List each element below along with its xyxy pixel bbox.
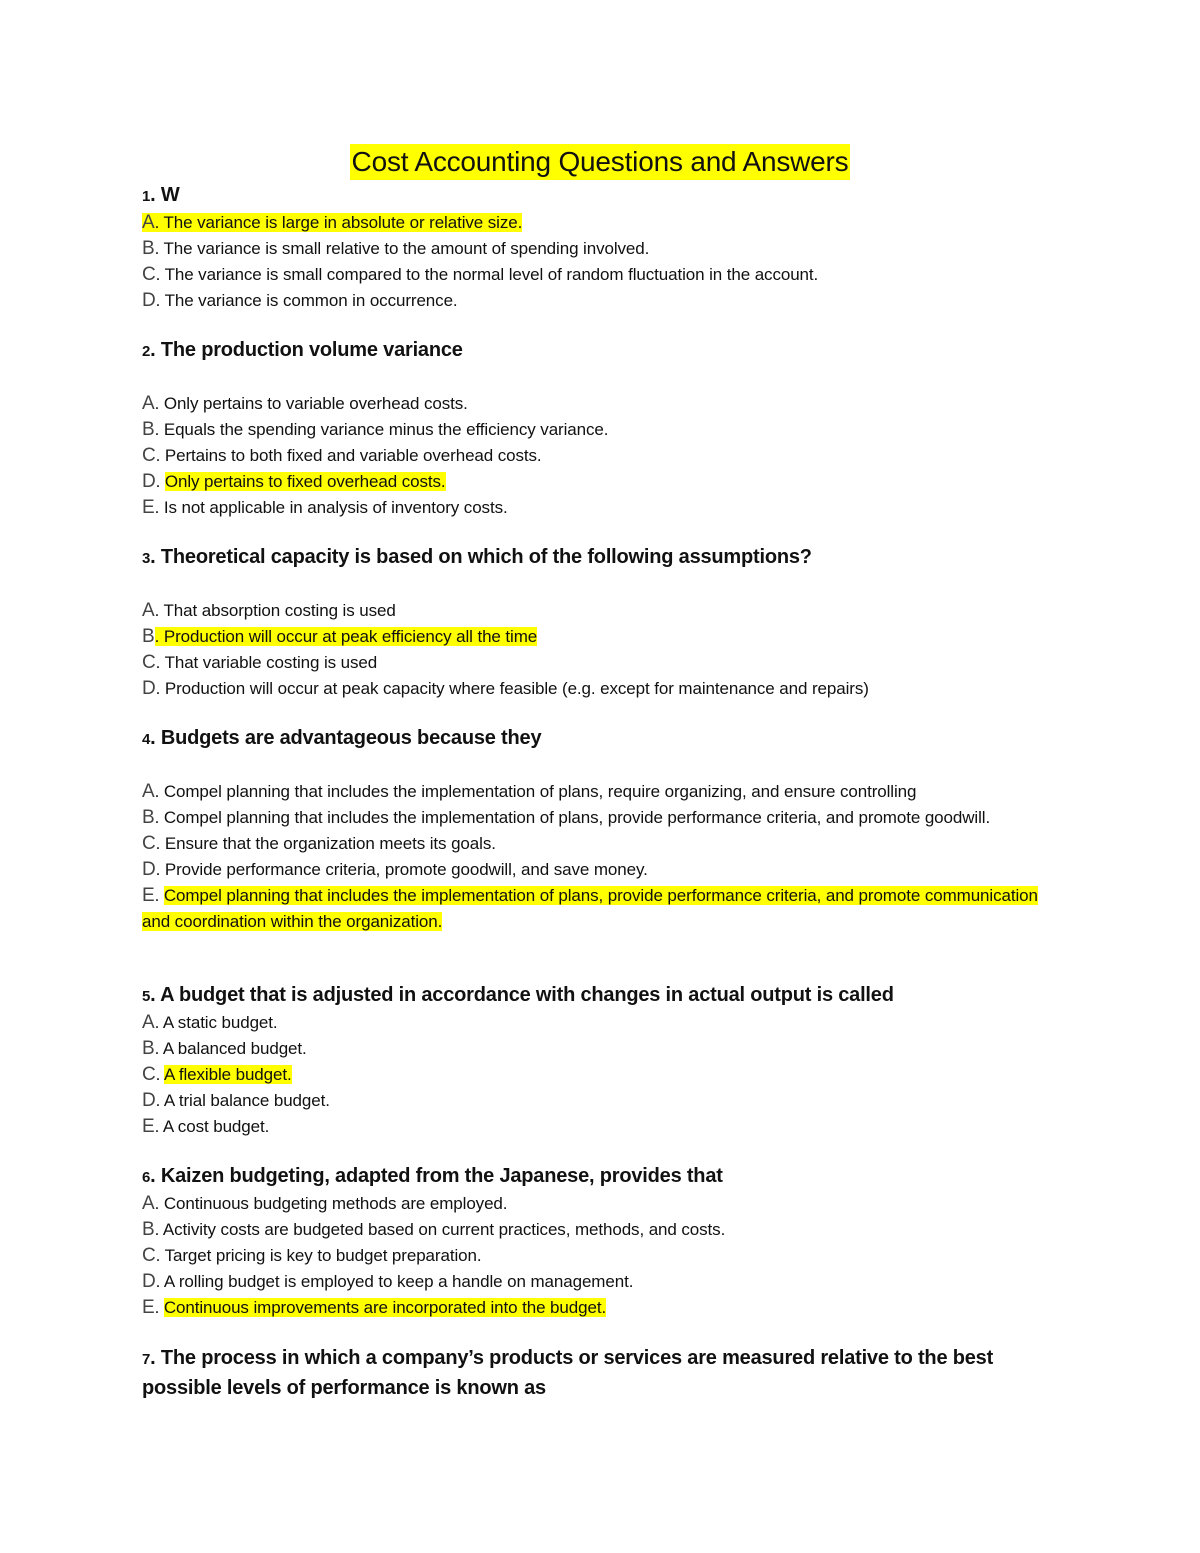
- option-letter: A: [142, 600, 155, 621]
- question-heading: 3. Theoretical capacity is based on which of the following assumptions?: [142, 546, 812, 568]
- option-a: [142, 598, 1042, 624]
- option-text: . That variable costing is used: [155, 653, 378, 672]
- option-text: . Activity costs are budgeted based on current practices, methods, and costs.: [154, 1220, 726, 1239]
- option-c: [142, 1062, 1042, 1088]
- option-c: [142, 1243, 1042, 1269]
- option-text: . Only pertains to variable overhead costs.: [154, 394, 468, 413]
- question-number: 7: [142, 1351, 151, 1368]
- option-e: [142, 495, 1042, 521]
- option-letter: D: [142, 471, 156, 492]
- question-3: [142, 544, 1042, 702]
- option-letter: C: [142, 833, 156, 854]
- options-list: [142, 210, 1042, 314]
- question-heading: 1. W: [142, 184, 180, 206]
- option-c: [142, 443, 1042, 469]
- options-list: [142, 391, 1042, 521]
- option-letter: E: [142, 1297, 155, 1318]
- option-text: . A balanced budget.: [154, 1039, 307, 1058]
- option-text: . Ensure that the organization meets its goals.: [155, 834, 496, 853]
- option-letter: A: [142, 1012, 155, 1033]
- option-text: . Target pricing is key to budget preparation.: [155, 1246, 482, 1265]
- option-d: [142, 857, 1042, 883]
- option-letter: C: [142, 1245, 156, 1266]
- option-text: . A static budget.: [154, 1013, 278, 1032]
- option-d: [142, 1088, 1042, 1114]
- option-b: [142, 1217, 1042, 1243]
- option-letter: B: [142, 626, 155, 647]
- question-number: 2: [142, 343, 151, 360]
- option-letter: B: [142, 807, 155, 828]
- option-text: . Provide performance criteria, promote goodwill, and save money.: [155, 860, 648, 879]
- option-text: . Compel planning that includes the implementation of plans, provide performance criteria, and promote goodwill.: [154, 808, 991, 827]
- option-text: . A cost budget.: [154, 1117, 270, 1136]
- option-text: . A rolling budget is employed to keep a handle on management.: [155, 1272, 634, 1291]
- question-number: 6: [142, 1169, 151, 1186]
- option-text: . Is not applicable in analysis of inventory costs.: [154, 498, 508, 517]
- option-letter: E: [142, 1116, 155, 1137]
- option-letter: C: [142, 652, 156, 673]
- option-text: . Continuous budgeting methods are employed.: [154, 1194, 508, 1213]
- option-b: [142, 805, 1042, 831]
- option-a: [142, 391, 1042, 417]
- question-4: [142, 725, 1042, 935]
- options-list: [142, 1010, 1042, 1140]
- title-block: [0, 144, 1200, 180]
- option-d: [142, 1269, 1042, 1295]
- option-letter: A: [142, 781, 155, 802]
- question-text: The process in which a company’s products or services are measured relative to the best possible levels of performance is known as: [142, 1347, 994, 1399]
- option-letter: C: [142, 264, 156, 285]
- option-letter: C: [142, 445, 156, 466]
- option-text: . Compel planning that includes the implementation of plans, require organizing, and ensure controlling: [154, 782, 917, 801]
- option-letter: D: [142, 290, 156, 311]
- question-2: [142, 337, 1042, 521]
- question-1: [142, 182, 1042, 314]
- option-text: .: [154, 1298, 164, 1317]
- question-heading: 4. Budgets are advantageous because they: [142, 727, 542, 749]
- option-c: [142, 650, 1042, 676]
- options-list: [142, 779, 1042, 935]
- highlighted-answer: [142, 213, 522, 232]
- option-letter: D: [142, 1090, 156, 1111]
- option-text: . The variance is common in occurrence.: [155, 291, 458, 310]
- option-b: [142, 236, 1042, 262]
- option-text: . Production will occur at peak capacity where feasible (e.g. except for maintenance and repairs): [155, 679, 869, 698]
- highlighted-answer: Only pertains to fixed overhead costs.: [164, 472, 446, 491]
- option-letter: E: [142, 497, 155, 518]
- question-heading: 5. A budget that is adjusted in accordance with changes in actual output is called: [142, 984, 894, 1006]
- option-letter: B: [142, 238, 155, 259]
- question-6: [142, 1163, 1042, 1321]
- option-text: . Pertains to both fixed and variable overhead costs.: [155, 446, 542, 465]
- option-c: [142, 831, 1042, 857]
- question-number: 3: [142, 550, 151, 567]
- option-text: . That absorption costing is used: [154, 601, 396, 620]
- option-letter: E: [142, 885, 155, 906]
- option-d: [142, 676, 1042, 702]
- option-text: . The variance is large in absolute or relative size.: [154, 213, 523, 232]
- question-number: 1: [142, 188, 151, 205]
- question-heading: 6. Kaizen budgeting, adapted from the Japanese, provides that: [142, 1165, 723, 1187]
- question-text: A budget that is adjusted in accordance with changes in actual output is called: [160, 984, 894, 1006]
- question-text: Budgets are advantageous because they: [160, 727, 542, 749]
- option-letter: D: [142, 859, 156, 880]
- option-text: .: [154, 886, 164, 905]
- option-text: . A trial balance budget.: [155, 1091, 330, 1110]
- option-text: .: [155, 1065, 164, 1084]
- question-number: 4: [142, 731, 151, 748]
- highlighted-answer: Compel planning that includes the implementation of plans, provide performance criteria, and promote communication and coordination within the organization.: [142, 886, 1038, 931]
- option-text: . The variance is small relative to the amount of spending involved.: [154, 239, 650, 258]
- option-a: [142, 210, 1042, 236]
- question-heading: 2. The production volume variance: [142, 339, 463, 361]
- option-letter: B: [142, 419, 155, 440]
- option-a: [142, 779, 1042, 805]
- option-a: [142, 1010, 1042, 1036]
- option-c: [142, 262, 1042, 288]
- document-title: Cost Accounting Questions and Answers: [350, 144, 851, 180]
- question-number: 5: [142, 988, 151, 1005]
- question-text: W: [160, 184, 180, 206]
- question-heading: 7. The process in which a company’s products or services are measured relative to the best possible levels of performance is known as: [142, 1347, 994, 1399]
- option-b: [142, 624, 1042, 650]
- option-e: [142, 883, 1042, 935]
- option-d: [142, 469, 1042, 495]
- question-text: Theoretical capacity is based on which of the following assumptions?: [160, 546, 812, 568]
- option-b: [142, 417, 1042, 443]
- question-7: [142, 1344, 1042, 1403]
- option-text: .: [155, 472, 165, 491]
- options-list: [142, 1191, 1042, 1321]
- question-text: The production volume variance: [160, 339, 463, 361]
- options-list: [142, 598, 1042, 702]
- highlighted-answer: . Production will occur at peak efficiency all the time: [154, 627, 538, 646]
- option-letter: D: [142, 678, 156, 699]
- option-letter: A: [142, 393, 155, 414]
- option-letter: C: [142, 1064, 156, 1085]
- option-b: [142, 1036, 1042, 1062]
- option-text: . The variance is small compared to the normal level of random fluctuation in the account.: [155, 265, 819, 284]
- highlighted-answer: A flexible budget.: [163, 1065, 292, 1084]
- option-letter: A: [142, 212, 155, 233]
- option-a: [142, 1191, 1042, 1217]
- option-letter: B: [142, 1219, 155, 1240]
- highlighted-answer: Continuous improvements are incorporated into the budget.: [163, 1298, 607, 1317]
- option-d: [142, 288, 1042, 314]
- option-text: . Equals the spending variance minus the efficiency variance.: [154, 420, 609, 439]
- option-letter: A: [142, 1193, 155, 1214]
- question-5: [142, 982, 1042, 1140]
- option-e: [142, 1114, 1042, 1140]
- question-text: Kaizen budgeting, adapted from the Japanese, provides that: [160, 1165, 723, 1187]
- option-e: [142, 1295, 1042, 1321]
- option-letter: D: [142, 1271, 156, 1292]
- option-letter: B: [142, 1038, 155, 1059]
